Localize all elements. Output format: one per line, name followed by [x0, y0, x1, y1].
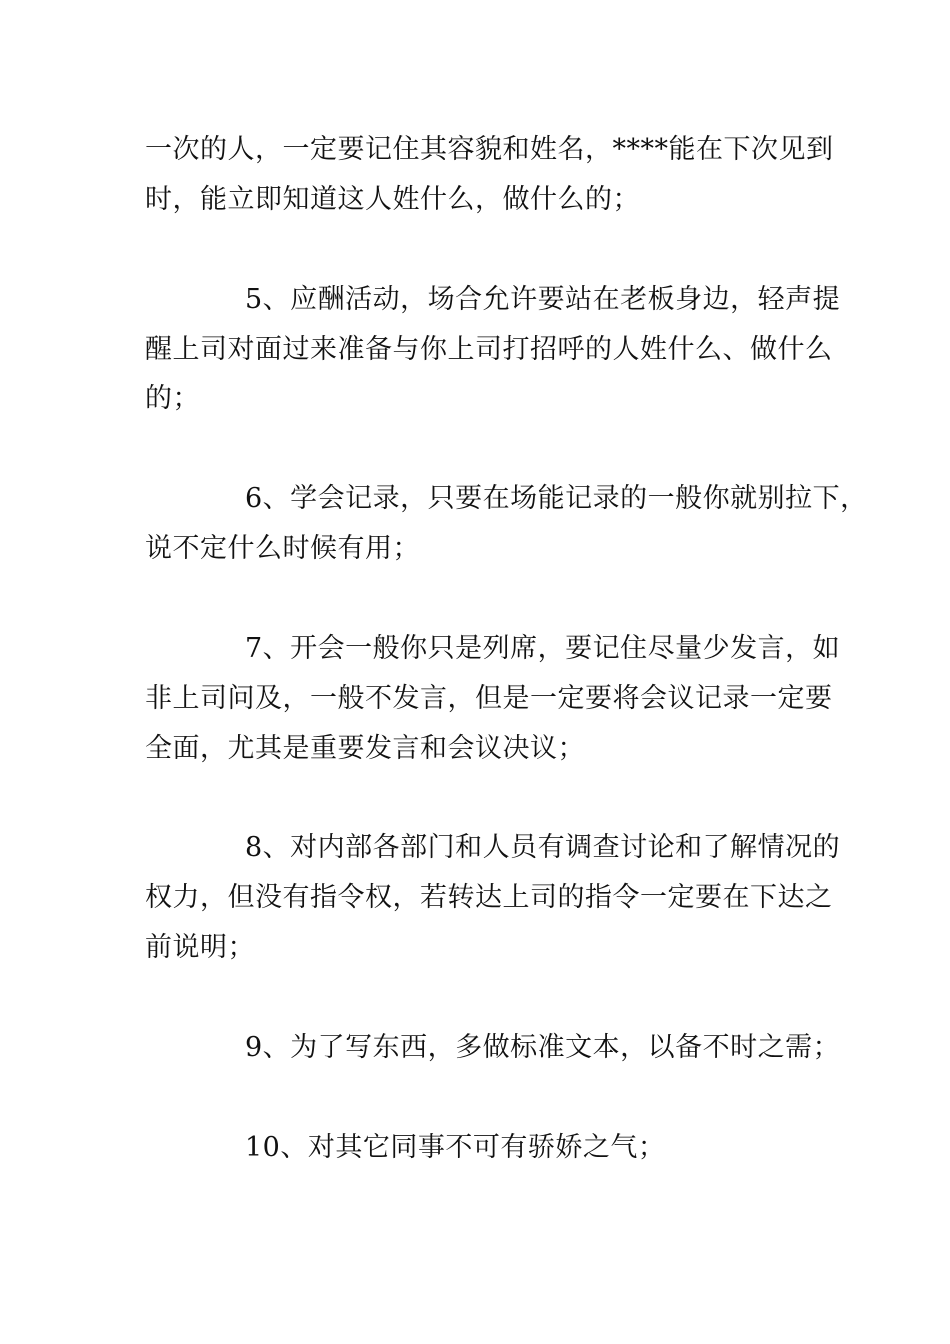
list-item-8-line: 8、对内部各部门和人员有调查讨论和了解情况的: [245, 832, 841, 863]
text-line: 醒上司对面过来准备与你上司打招呼的人姓什么、做什么: [145, 334, 833, 365]
text-line: 权力，但没有指令权，若转达上司的指令一定要在下达之: [145, 882, 833, 913]
text-line: 一次的人，一定要记住其容貌和姓名，****能在下次见到: [145, 134, 834, 165]
list-item-6-line: 6、学会记录，只要在场能记录的一般你就别拉下，: [245, 483, 868, 514]
list-item-9-line: 9、为了写东西，多做标准文本，以备不时之需；: [245, 1032, 841, 1063]
text-line: 的；: [145, 383, 200, 414]
list-item-7-line: 7、开会一般你只是列席，要记住尽量少发言，如: [245, 633, 841, 664]
list-item-10-line: 10、对其它同事不可有骄娇之气；: [245, 1132, 666, 1163]
text-line: 时，能立即知道这人姓什么，做什么的；: [145, 184, 640, 215]
text-line: 全面，尤其是重要发言和会议决议；: [145, 733, 585, 764]
list-item-5-line: 5、应酬活动，场合允许要站在老板身边，轻声提: [245, 284, 841, 315]
text-line: 非上司问及，一般不发言，但是一定要将会议记录一定要: [145, 683, 833, 714]
text-line: 前说明；: [145, 932, 255, 963]
text-line: 说不定什么时候有用；: [145, 533, 420, 564]
